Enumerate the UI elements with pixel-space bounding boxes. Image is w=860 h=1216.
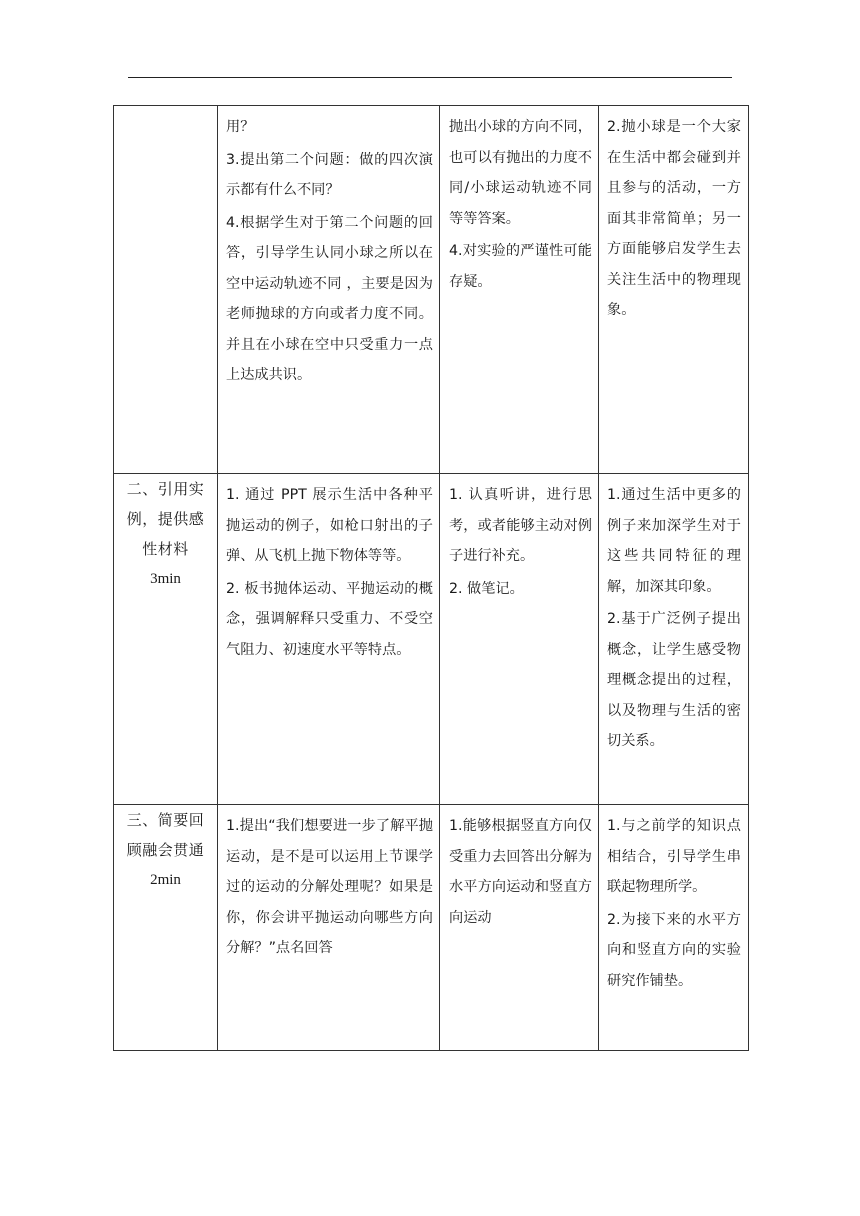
student-activity-cell bbox=[440, 805, 599, 1051]
intent-item: 2.为接下来的水平方向和竖直方向的实验研究作铺垫。 bbox=[607, 911, 741, 989]
teacher-item: 3.提出第二个问题：做的四次演示都有什么不同？ bbox=[226, 151, 433, 198]
teacher-item: 2. 板书抛体运动、平抛运动的概念，强调解释只受重力、不受空气阻力、初速度水平等特点。 bbox=[226, 580, 433, 658]
design-intent-cell bbox=[599, 805, 749, 1051]
table-row bbox=[114, 474, 749, 805]
student-activity-cell bbox=[440, 474, 599, 805]
intent-item: 1.与之前学的知识点相结合，引导学生串联起物理所学。 bbox=[607, 818, 741, 895]
student-item: 1.能够根据竖直方向仅受重力去回答出分解为水平方向运动和竖直方向运动 bbox=[449, 818, 592, 926]
student-item: 1. 认真听讲，进行思考，或者能够主动对例子进行补充。 bbox=[449, 487, 592, 564]
table-row bbox=[114, 805, 749, 1051]
stage-cell bbox=[114, 106, 218, 474]
design-intent-cell bbox=[599, 474, 749, 805]
stage-cell bbox=[114, 474, 218, 805]
design-intent-cell bbox=[599, 106, 749, 474]
teacher-item: 1.提出“我们想要进一步了解平抛运动，是不是可以运用上节课学过的运动的分解处理呢？如果是你，你会讲平抛运动向哪些方向分解？”点名回答 bbox=[226, 818, 433, 956]
intent-item: 2.基于广泛例子提出概念，让学生感受物理概念提出的过程，以及物理与生活的密切关系。 bbox=[607, 611, 741, 749]
stage-duration: 3min bbox=[150, 571, 181, 587]
student-item: 4.对实验的严谨性可能存疑。 bbox=[449, 243, 592, 290]
intent-item: 2.抛小球是一个大家在生活中都会碰到并且参与的活动，一方面其非常简单；另一方面能够启发学生去关注生活中的物理现象。 bbox=[607, 119, 741, 318]
student-activity-cell bbox=[440, 106, 599, 474]
teacher-activity-cell bbox=[218, 805, 440, 1051]
teacher-activity-cell bbox=[218, 106, 440, 474]
table-row bbox=[114, 106, 749, 474]
stage-duration: 2min bbox=[150, 872, 181, 888]
intent-item: 1.通过生活中更多的例子来加深学生对于这些共同特征的理解，加深其印象。 bbox=[607, 487, 741, 595]
teacher-item: 4.根据学生对于第二个问题的回答，引导学生认同小球之所以在空中运动轨迹不同 ，主要是因为老师抛球的方向或者力度不同。并且在小球在空中只受重力一点上达成共识。 bbox=[226, 214, 433, 383]
teacher-item: 1. 通过 PPT 展示生活中各种平抛运动的例子，如枪口射出的子弹、从飞机上抛下物体等等。 bbox=[226, 487, 433, 564]
teacher-activity-cell bbox=[218, 474, 440, 805]
teacher-item: 用？ bbox=[226, 119, 255, 135]
stage-cell bbox=[114, 805, 218, 1051]
student-item: 抛出小球的方向不同，也可以有抛出的力度不同/小球运动轨迹不同等等答案。 bbox=[449, 119, 592, 227]
header-rule bbox=[128, 77, 732, 78]
stage-title: 二、引用实例，提供感性材料 bbox=[126, 480, 205, 558]
lesson-plan-table bbox=[113, 105, 749, 1051]
student-item: 2. 做笔记。 bbox=[449, 580, 524, 597]
stage-title: 三、简要回顾融会贯通 bbox=[126, 811, 205, 859]
